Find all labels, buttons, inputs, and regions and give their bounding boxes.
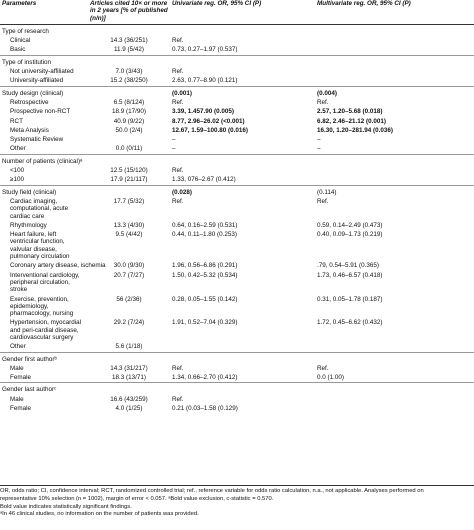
row-multivariate: 0.40, 0.09–1.73 (0.219) (317, 231, 383, 239)
row-univariate: 0.73, 0.27–1.97 (0.537) (172, 46, 238, 54)
row-univariate (170, 55, 315, 67)
table-row (0, 175, 474, 185)
table-row (0, 230, 474, 261)
table-row (0, 45, 474, 55)
row-articles: 4.0 (1/25) (115, 405, 143, 413)
row-articles: 17.9 (21/117) (110, 176, 148, 184)
table-row (0, 295, 474, 319)
row-multivariate: (0.114) (317, 188, 337, 196)
row-articles: 30.0 (9/30) (113, 262, 145, 270)
row-multivariate (315, 342, 474, 352)
row-articles: 18.9 (17/90) (112, 108, 146, 116)
row-articles: 17.7 (5/32) (113, 197, 145, 205)
row-univariate (170, 352, 315, 364)
row-multivariate (315, 404, 474, 413)
row-articles: 14.3 (31/217) (110, 364, 148, 372)
row-label: Rhythmology (10, 221, 47, 229)
row-multivariate: 6.82, 2.46–21.12 (0.001) (317, 117, 386, 125)
row-label: Interventional cardiology, peripheral circulation, stroke (10, 271, 80, 294)
row-label: Male (10, 364, 24, 372)
row-label: Gender last authorᶜ (2, 386, 57, 394)
row-univariate: Ref. (172, 98, 184, 106)
header-multivariate: Multivariate reg. OR, 95% CI (P) (317, 0, 411, 7)
row-label: Coronary artery disease, ischemia (10, 262, 106, 270)
table-body (0, 24, 474, 413)
row-label: Other (10, 145, 26, 153)
table-row (0, 197, 474, 221)
row-multivariate: (0.004) (317, 89, 337, 97)
row-label: Meta Analysis (10, 126, 49, 134)
table-row (0, 271, 474, 295)
row-univariate: 0.64, 0.16–2.59 (0.531) (172, 221, 238, 229)
row-multivariate: Ref. (317, 197, 329, 205)
row-multivariate (315, 45, 474, 55)
table-row (0, 404, 474, 413)
table-row (0, 144, 474, 154)
row-univariate: Ref. (172, 167, 184, 175)
row-multivariate (315, 76, 474, 86)
row-univariate: (0.001) (172, 89, 192, 97)
row-univariate: Ref. (172, 197, 184, 205)
table-row (0, 318, 474, 342)
row-label: Systematic Review (10, 136, 64, 144)
row-articles (88, 24, 170, 36)
row-multivariate: 0.31, 0.05–1.78 (0.187) (317, 295, 383, 303)
row-label: Female (10, 374, 31, 382)
table-row (0, 135, 474, 144)
row-label: Study field (clinical) (2, 188, 57, 196)
row-multivariate: 16.30, 1.20–281.94 (0.036) (317, 126, 393, 134)
row-articles: 6.5 (8/124) (113, 98, 145, 106)
row-articles (88, 86, 170, 98)
row-univariate: 0.44, 0.11–1.80 (0.253) (172, 231, 238, 239)
table-row (0, 107, 474, 116)
row-articles: 11.9 (5/42) (114, 46, 144, 54)
row-label: Retrospective (10, 98, 49, 106)
table-row (0, 98, 474, 107)
row-label: ≥100 (10, 176, 24, 184)
table-row (0, 67, 474, 76)
table-row (0, 221, 474, 230)
row-articles: 40.9 (9/22) (113, 117, 145, 125)
row-label: Type of research (2, 27, 49, 35)
table-group-row (0, 55, 474, 67)
row-articles: 20.7 (7/27) (113, 271, 145, 279)
row-articles (88, 154, 170, 166)
row-multivariate: – (317, 136, 321, 144)
row-multivariate: 2.57, 1.20–5.68 (0.018) (317, 108, 383, 116)
row-articles: 12.5 (15/120) (110, 167, 148, 175)
row-articles (88, 352, 170, 364)
row-articles: 0.0 (0/11) (115, 145, 143, 153)
row-articles: 50.0 (2/4) (115, 126, 143, 134)
table-row (0, 261, 474, 270)
row-univariate: Ref. (172, 364, 184, 372)
row-label: Cardiac imaging, computational, acute cardiac care (10, 197, 69, 220)
row-multivariate: – (317, 145, 321, 153)
row-label: Basic (10, 46, 26, 54)
row-multivariate (315, 352, 474, 364)
row-multivariate (315, 395, 474, 404)
row-univariate: 8.77, 2.96–26.02 (<0.001) (172, 117, 245, 125)
row-univariate (170, 383, 315, 395)
row-univariate: Ref. (172, 68, 184, 76)
row-univariate: (0.028) (172, 188, 192, 196)
table-group-row (0, 383, 474, 395)
table-header (0, 0, 474, 24)
table-group-row (0, 86, 474, 98)
row-articles: 5.6 (1/18) (115, 343, 143, 351)
row-univariate: – (172, 145, 176, 153)
row-univariate: 1.34, 0.66–2.70 (0.412) (172, 374, 238, 382)
row-univariate: 1.33, 076–2.67 (0.412) (172, 176, 236, 184)
row-label: Clinical (10, 37, 31, 45)
row-articles: 56 (2/36) (116, 295, 142, 303)
row-univariate: 1.91, 0.52–7.04 (0.329) (172, 319, 238, 327)
row-univariate (170, 154, 315, 166)
table-row (0, 342, 474, 352)
row-articles (88, 135, 170, 144)
footnote-line: representative 10% selection (n = 1002), margin of error < 0.057. ᵃBold value exclusion, c-statistic = 0.570. (0, 495, 274, 502)
row-multivariate (315, 67, 474, 76)
row-univariate: 12.67, 1.59–100.80 (0.016) (172, 126, 248, 134)
table-group-row (0, 154, 474, 166)
table-row (0, 126, 474, 135)
row-univariate: – (172, 136, 176, 144)
row-articles: 15.2 (38/250) (110, 77, 148, 85)
header-univariate: Univariate reg. OR, 95% CI (P) (172, 0, 262, 7)
row-multivariate: 0.0 (1.00) (317, 374, 344, 382)
row-articles: 7.0 (3/43) (115, 68, 143, 76)
row-articles: 14.3 (36/251) (110, 37, 148, 45)
row-articles (88, 55, 170, 67)
table-footnotes (0, 485, 474, 519)
table-group-row (0, 352, 474, 364)
row-multivariate (315, 154, 474, 166)
row-label: Hypertension, myocardial and peri-cardial disease, cardiovascular surgery (10, 319, 82, 341)
row-label: Number of patients (clinical)ᵃ (2, 157, 83, 165)
row-label: <100 (10, 167, 25, 175)
row-multivariate (315, 24, 474, 36)
table-group-row (0, 185, 474, 197)
row-label: RCT (10, 117, 23, 125)
row-articles: 13.3 (4/30) (113, 221, 145, 229)
table-row (0, 117, 474, 126)
row-multivariate (315, 55, 474, 67)
row-label: Not university-affiliated (10, 68, 74, 76)
row-univariate (170, 24, 315, 36)
row-multivariate (315, 383, 474, 395)
row-label: Other (10, 343, 26, 351)
table-row (0, 395, 474, 404)
row-multivariate: 0.59, 0.14–2.49 (0.473) (317, 221, 383, 229)
table-row (0, 36, 474, 45)
row-univariate: 1.50, 0.42–5.32 (0.534) (172, 271, 238, 279)
row-label: Study design (clinical) (2, 89, 64, 97)
row-label: Exercise, prevention, epidemiology, pharmacology, nursing (10, 295, 74, 318)
row-multivariate (315, 36, 474, 45)
row-articles: 29.2 (7/24) (113, 319, 145, 327)
row-label: Male (10, 395, 24, 403)
row-label: University-affiliated (10, 77, 64, 85)
row-articles: 18.3 (13/71) (112, 374, 146, 382)
row-label: Heart failure, left ventricular function, valvular disease, pulmonary circulation (10, 231, 70, 261)
row-multivariate (315, 166, 474, 175)
row-multivariate: 1.72, 0.45–6.62 (0.432) (317, 319, 383, 327)
row-univariate: 2.63, 0.77–8.90 (0.121) (172, 77, 238, 85)
row-univariate: 0.28, 0.05–1.55 (0.142) (172, 295, 238, 303)
row-label: Gender first authorᵇ (2, 355, 57, 363)
row-label: Female (10, 405, 31, 413)
row-univariate: 3.39, 1.457.90 (0.005) (172, 108, 234, 116)
row-articles (88, 185, 170, 197)
row-articles (88, 383, 170, 395)
row-univariate: 0.21 (0.03–1.58 (0.129) (172, 405, 238, 413)
row-multivariate (315, 175, 474, 185)
row-multivariate: 1.73, 0.46–6.57 (0.418) (317, 271, 383, 279)
row-univariate (170, 342, 315, 352)
table-row (0, 373, 474, 383)
row-label: Type of institution (2, 58, 52, 66)
table-group-row (0, 24, 474, 36)
row-univariate: 1.96, 0.56–6.86 (0.291) (172, 262, 238, 270)
footnote-line: ᵃIn 46 clinical studies, no information on the number of patients was provided. (0, 511, 199, 518)
row-articles: 9.5 (4/42) (115, 231, 143, 239)
row-multivariate: .79, 0.54–5.91 (0.365) (317, 262, 379, 270)
footnote-line: Bold value indicates statistically significant findings. (0, 503, 132, 510)
header-articles: Articles cited 10× or more in 2 years [% of published (n/n)] (90, 0, 168, 22)
row-univariate: Ref. (172, 37, 184, 45)
row-label: Prospective non-RCT (10, 108, 71, 116)
table-row (0, 364, 474, 373)
row-multivariate: Ref. (317, 364, 329, 372)
footnote-line: OR, odds ratio; CI, confidence interval; RCT, randomized controlled trial; ref., reference variable for odds ratio calculation, n.a., not applicable. Analyses performed on (0, 488, 424, 494)
row-multivariate: Ref. (317, 98, 329, 106)
row-articles: 16.6 (43/259) (110, 395, 148, 403)
header-parameters: Parameters (2, 0, 37, 7)
table-row (0, 76, 474, 86)
table-row (0, 166, 474, 175)
row-univariate: Ref. (172, 395, 184, 403)
